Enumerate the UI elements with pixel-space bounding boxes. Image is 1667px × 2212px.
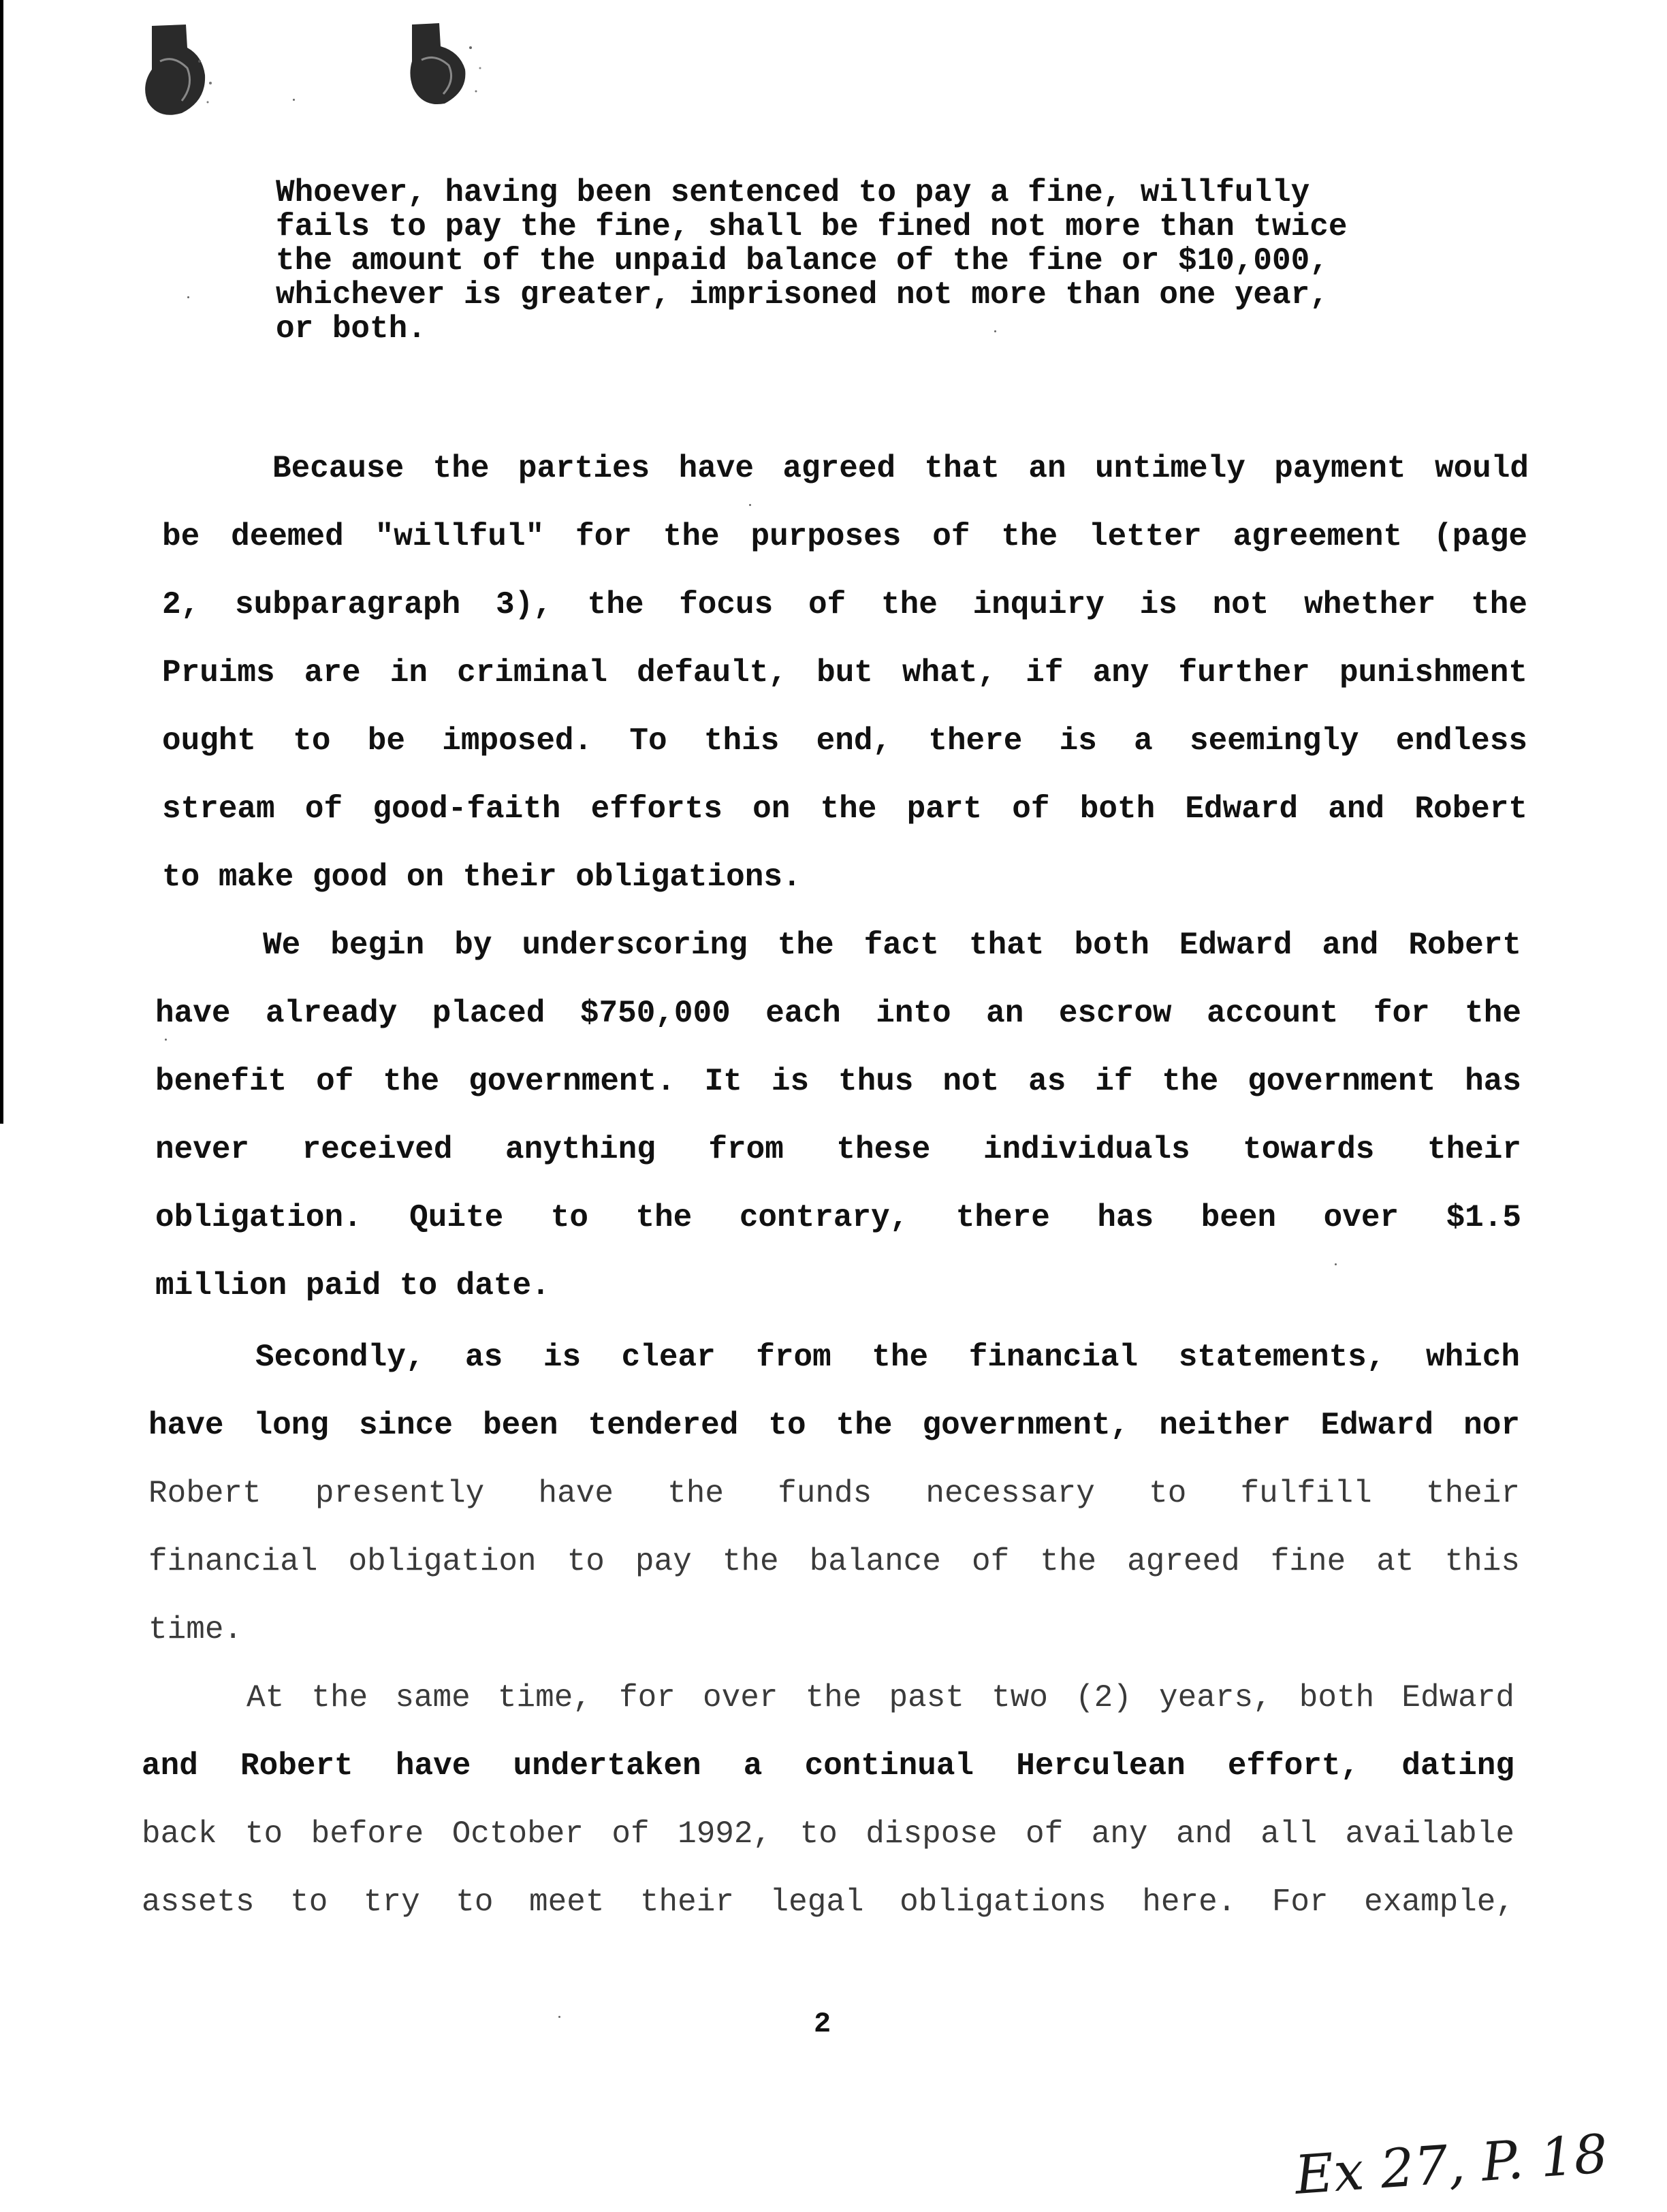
body-line: time. bbox=[148, 1612, 243, 1647]
punch-hole-mark-left bbox=[140, 20, 221, 123]
body-line: stream of good-faith efforts on the part of both Edward and Robert bbox=[162, 791, 1527, 827]
body-line: Secondly, as is clear from the financial statements, which bbox=[255, 1340, 1520, 1375]
scan-speck bbox=[293, 99, 295, 101]
page-number: 2 bbox=[814, 2008, 831, 2040]
quote-line: Whoever, having been sentenced to pay a fine, willfully bbox=[276, 175, 1310, 210]
body-line: back to before October of 1992, to dispose of any and all available bbox=[142, 1816, 1514, 1852]
body-line: Robert presently have the funds necessary to fulfill their bbox=[148, 1476, 1520, 1511]
body-line: assets to try to meet their legal obligations here. For example, bbox=[142, 1884, 1514, 1920]
body-line: have already placed $750,000 each into an escrow account for the bbox=[155, 996, 1521, 1031]
body-line: benefit of the government. It is thus not as if the government has bbox=[155, 1064, 1521, 1099]
body-line: financial obligation to pay the balance of the agreed fine at this bbox=[148, 1544, 1520, 1579]
quote-line: or both. bbox=[276, 311, 426, 347]
scan-speck bbox=[749, 504, 751, 506]
handwritten-exhibit-mark: Ex 27, P. 18 bbox=[1292, 2123, 1610, 2207]
body-line: to make good on their obligations. bbox=[162, 859, 801, 895]
scan-speck bbox=[558, 2016, 560, 2018]
body-line: and Robert have undertaken a continual Herculean effort, dating bbox=[142, 1748, 1514, 1784]
quote-line: fails to pay the fine, shall be fined not more than twice bbox=[276, 209, 1348, 244]
scan-speck bbox=[1335, 1263, 1337, 1265]
punch-hole-mark-right bbox=[405, 20, 501, 109]
body-line: Because the parties have agreed that an untimely payment would bbox=[272, 451, 1529, 486]
body-line: ought to be imposed. To this end, there is a seemingly endless bbox=[162, 723, 1527, 759]
body-line: We begin by underscoring the fact that both Edward and Robert bbox=[263, 928, 1521, 963]
body-line: have long since been tendered to the government, neither Edward nor bbox=[148, 1408, 1520, 1443]
body-line: Pruims are in criminal default, but what, if any further punishment bbox=[162, 655, 1527, 691]
quote-line: whichever is greater, imprisoned not more than one year, bbox=[276, 277, 1329, 313]
scan-speck bbox=[187, 296, 189, 298]
scan-left-edge-rule bbox=[0, 0, 3, 1124]
quote-line: the amount of the unpaid balance of the fine or $10,000, bbox=[276, 243, 1329, 279]
body-line: never received anything from these individuals towards their bbox=[155, 1132, 1521, 1167]
body-line: obligation. Quite to the contrary, there has been over $1.5 bbox=[155, 1200, 1521, 1235]
body-line: million paid to date. bbox=[155, 1268, 550, 1304]
statute-quote-block bbox=[276, 176, 1433, 346]
body-line: be deemed "willful" for the purposes of the letter agreement (page bbox=[162, 519, 1527, 554]
scan-speck bbox=[165, 1039, 167, 1041]
body-line: At the same time, for over the past two (2) years, both Edward bbox=[247, 1680, 1514, 1716]
body-line: 2, subparagraph 3), the focus of the inquiry is not whether the bbox=[162, 587, 1527, 622]
